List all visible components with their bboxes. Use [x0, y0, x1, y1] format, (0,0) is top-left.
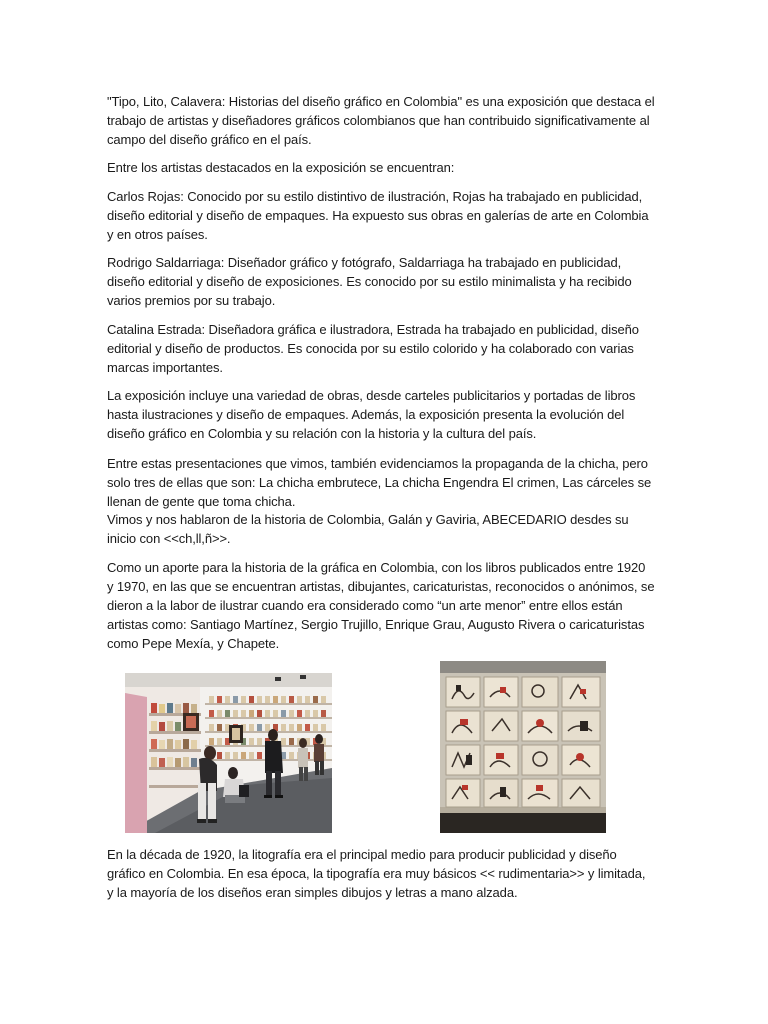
- exhibition-content-paragraph: La exposición incluye una variedad de obras, desde carteles publicitarios y portadas de libros hasta ilustraciones y diseño de empaques. Además, la exposición presenta la evolución del diseño gráfico en Colombia y su relación con la historia y la cultura del país.: [107, 388, 636, 441]
- carlos-rojas-paragraph: Carlos Rojas: Conocido por su estilo distintivo de ilustración, Rojas ha trabajado en publicidad, diseño editorial y diseño de empaques. Ha expuesto sus obras en galerías de arte en Colombia y en otros países.: [107, 189, 649, 242]
- catalina-estrada-paragraph: Catalina Estrada: Diseñadora gráfica e ilustradora, Estrada ha trabajado en publicidad, diseño editorial y diseño de productos. Es conocida por su estilo colorido y ha colaborado con varias marcas importantes.: [107, 322, 639, 375]
- decade-1920-paragraph: En la década de 1920, la litografía era el principal medio para producir publicidad y diseño gráfico en Colombia. En esa época, la tipografía era muy básicos << rudimentaria>> y limitada, y la mayoría de los diseños eran simples dibujos y letras a mano alzada.: [107, 847, 646, 900]
- chicha-paragraph: Entre estas presentaciones que vimos, también evidenciamos la propaganda de la chicha, pero solo tres de ellas que son: La chicha embrutece, La chicha Engendra El crimen, Las cárceles se llenan de gente que toma chicha.: [107, 456, 652, 509]
- graphic-history-paragraph: Como un aporte para la historia de la gráfica en Colombia, con los libros publicados entre 1920 y 1970, en las que se encuentran artistas, dibujantes, caricaturistas, reconocidos o anónimos, se dieron a la labor de ilustrar cuando era considerado como “un arte menor” entre ellos están artistas como: Santiago Martínez, Sergio Trujillo, Enrique Grau, Augusto Rivera o caricaturistas como Pepe Mexía, y Chapete.: [107, 560, 655, 651]
- lithograph-prints-photo: [440, 661, 606, 833]
- rodrigo-saldarriaga-paragraph: Rodrigo Saldarriaga: Diseñador gráfico y fotógrafo, Saldarriaga ha trabajado en publicidad, diseño editorial y diseño de exposiciones. Es conocido por su estilo minimalista y ha recibido varios premios por su trabajo.: [107, 255, 632, 308]
- artists-intro-paragraph: Entre los artistas destacados en la exposición se encuentran:: [107, 160, 455, 175]
- gallery-exhibition-photo: [125, 673, 332, 833]
- intro-paragraph: "Tipo, Lito, Calavera: Historias del diseño gráfico en Colombia" es una exposición que destaca el trabajo de artistas y diseñadores gráficos colombianos que han contribuido significativamente al campo del diseño gráfico en el país.: [107, 94, 655, 147]
- history-paragraph: Vimos y nos hablaron de la historia de Colombia, Galán y Gaviria, ABECEDARIO desdes su inicio con <<ch,ll,ñ>>.: [107, 512, 629, 546]
